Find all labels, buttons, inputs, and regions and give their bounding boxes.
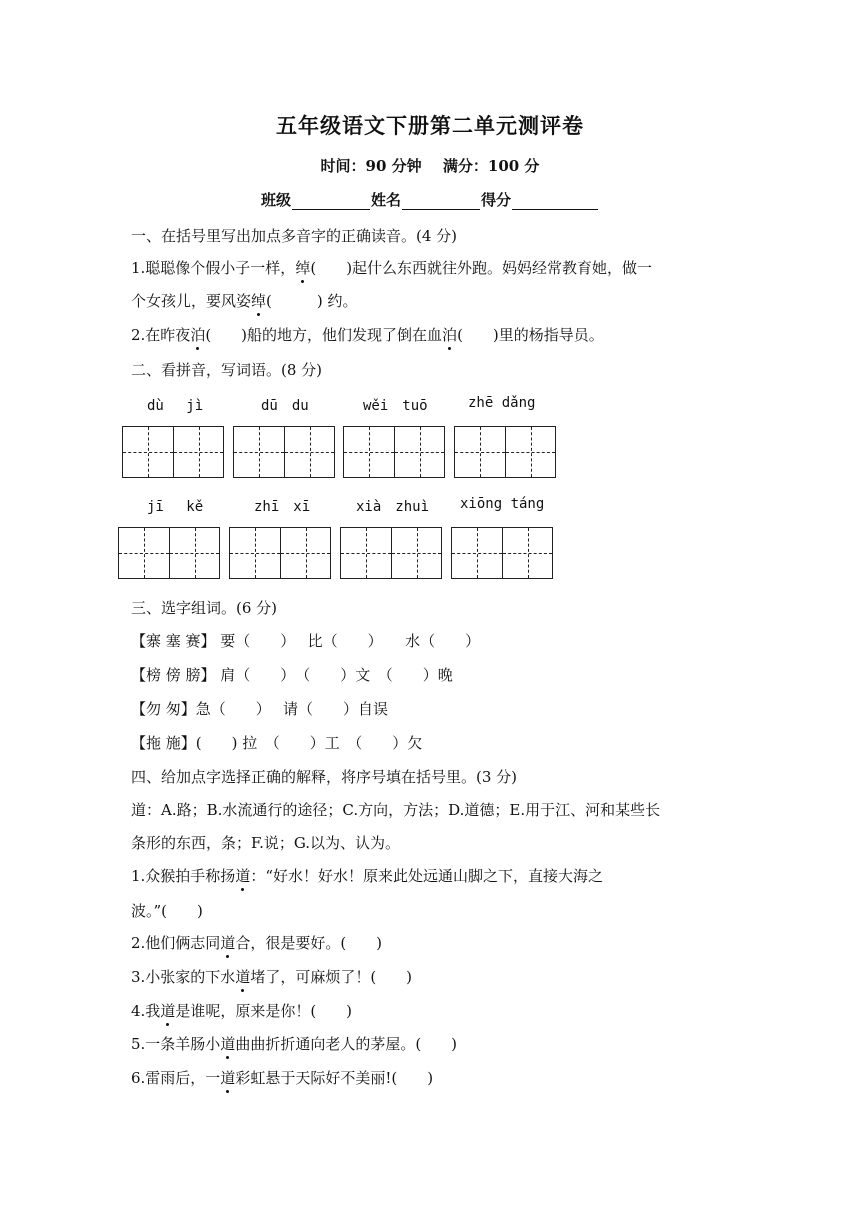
- writing-cell[interactable]: [119, 528, 169, 578]
- name-blank[interactable]: [402, 193, 480, 210]
- writing-cell[interactable]: [341, 528, 391, 578]
- dotted-char: 道: [160, 1002, 176, 1020]
- s4-q4-text-rest: 是谁呢，原来是你！( ): [175, 1002, 353, 1020]
- dotted-char: 泊: [190, 326, 206, 344]
- writing-grid[interactable]: [340, 527, 442, 579]
- pinyin-label: xiōng táng: [460, 496, 545, 512]
- s3-row1: 【寨 塞 赛】 要（ ） 比（ ） 水（ ）: [131, 632, 481, 650]
- pinyin-label: zhī xī: [254, 499, 311, 515]
- s4-q3-text: 3.小张家的下水: [131, 968, 236, 986]
- pinyin-label: dū du: [261, 398, 309, 414]
- pinyin-label: dù jì: [147, 398, 204, 414]
- s1-question1-line1: [131, 257, 652, 278]
- writing-cell[interactable]: [394, 427, 444, 477]
- writing-grid[interactable]: [118, 527, 220, 579]
- writing-grid[interactable]: [229, 527, 331, 579]
- s4-definition-line1: 道：A.路；B.水流通行的途径；C.方向，方法；D.道德；E.用于江、河和某些长: [131, 801, 661, 819]
- s4-q1-text-rest: ：“好水！好水！原来此处远通山脚之下，直接大海之: [250, 867, 603, 885]
- writing-cell[interactable]: [391, 528, 441, 578]
- writing-cell[interactable]: [234, 427, 284, 477]
- score-label: 得分: [481, 191, 512, 209]
- score-blank[interactable]: [512, 193, 598, 210]
- writing-grid[interactable]: [454, 426, 556, 478]
- writing-grid[interactable]: [451, 527, 553, 579]
- s1-q2-text-mid: ( )船的地方，他们发现了倒在血: [205, 326, 443, 344]
- s1-q2-text-rest: ( )里的杨指导员。: [457, 326, 604, 344]
- s4-question1-line2: 波。”( ): [131, 902, 203, 920]
- exam-full-score: 满分：100 分: [442, 157, 540, 175]
- dotted-char: 绰: [251, 292, 267, 310]
- s1-q1b-text: 个女孩儿，要风姿: [131, 292, 252, 310]
- dotted-char: 道: [220, 1069, 236, 1087]
- s3-row4: 【拖 施】( ) 拉 （ ）工 （ ）欠: [131, 734, 423, 752]
- dotted-char: 道: [220, 1035, 236, 1053]
- dotted-char: 道: [235, 968, 251, 986]
- dotted-char: 道: [235, 867, 251, 885]
- pinyin-label: xià zhuì: [356, 499, 430, 515]
- s4-q6-text: 6.雷雨后，一: [131, 1069, 221, 1087]
- writing-cell[interactable]: [173, 427, 223, 477]
- pinyin-label: wěi tuō: [363, 398, 428, 414]
- writing-grid[interactable]: [343, 426, 445, 478]
- s1-question2: [131, 324, 604, 345]
- s4-q5-text: 5.一条羊肠小: [131, 1035, 221, 1053]
- class-label: 班级: [260, 191, 291, 209]
- section3-heading: 三、选字组词。(6 分): [131, 599, 278, 617]
- s3-row3: 【勿 匆】急（ ） 请（ ）自误: [131, 700, 389, 718]
- writing-cell[interactable]: [169, 528, 219, 578]
- s4-question4: [131, 1000, 352, 1021]
- s3-row2: 【榜 傍 膀】 肩（ ） （ ）文 （ ）晚: [131, 666, 453, 684]
- writing-cell[interactable]: [344, 427, 394, 477]
- s4-q4-text: 4.我: [131, 1002, 161, 1020]
- writing-cell[interactable]: [455, 427, 505, 477]
- s1-q2-text: 2.在昨夜: [131, 326, 191, 344]
- writing-cell[interactable]: [284, 427, 334, 477]
- section1-heading: 一、在括号里写出加点多音字的正确读音。(4 分): [131, 227, 458, 245]
- s4-question2: [131, 932, 382, 953]
- s4-q2-text-rest: 合，很是要好。( ): [235, 934, 383, 952]
- name-label: 姓名: [370, 191, 401, 209]
- writing-grid[interactable]: [122, 426, 224, 478]
- s4-q2-text: 2.他们俩志同: [131, 934, 221, 952]
- s1-q1-text-rest: ( )起什么东西就往外跑。妈妈经常教育她，做一: [310, 259, 653, 277]
- s4-q3-text-rest: 堵了，可麻烦了！( ): [250, 968, 413, 986]
- dotted-char: 绰: [295, 259, 311, 277]
- student-info: [0, 189, 860, 210]
- s4-question3: [131, 966, 412, 987]
- s1-q1b-text-rest: ( ) 约。: [266, 292, 358, 310]
- writing-cell[interactable]: [123, 427, 173, 477]
- writing-cell[interactable]: [452, 528, 502, 578]
- exam-time: 时间：90 分钟: [320, 157, 422, 175]
- writing-cell[interactable]: [505, 427, 555, 477]
- exam-meta: [0, 155, 860, 176]
- dotted-char: 道: [220, 934, 236, 952]
- class-blank[interactable]: [292, 193, 370, 210]
- writing-cell[interactable]: [230, 528, 280, 578]
- s1-question1-line2: [131, 290, 358, 311]
- s4-q6-text-rest: 彩虹悬于天际好不美丽!( ): [235, 1069, 434, 1087]
- s1-q1-text: 1.聪聪像个假小子一样，: [131, 259, 296, 277]
- s4-question6: [131, 1067, 433, 1088]
- writing-grid[interactable]: [233, 426, 335, 478]
- dotted-char: 泊: [442, 326, 458, 344]
- s4-question1-line1: [131, 865, 603, 886]
- s4-q1-text: 1.众猴拍手称扬: [131, 867, 236, 885]
- s4-question5: [131, 1033, 457, 1054]
- writing-cell[interactable]: [280, 528, 330, 578]
- page-title: 五年级语文下册第二单元测评卷: [276, 113, 584, 138]
- section2-heading: 二、看拼音，写词语。(8 分): [131, 361, 323, 379]
- s4-definition-line2: 条形的东西，条；F.说；G.以为、认为。: [131, 834, 401, 852]
- pinyin-label: jī kě: [147, 499, 204, 515]
- s4-q5-text-rest: 曲曲折折通向老人的茅屋。( ): [235, 1035, 458, 1053]
- section4-heading: 四、给加点字选择正确的解释，将序号填在括号里。(3 分): [131, 768, 518, 786]
- pinyin-label: zhē dǎng: [468, 395, 536, 411]
- writing-cell[interactable]: [502, 528, 552, 578]
